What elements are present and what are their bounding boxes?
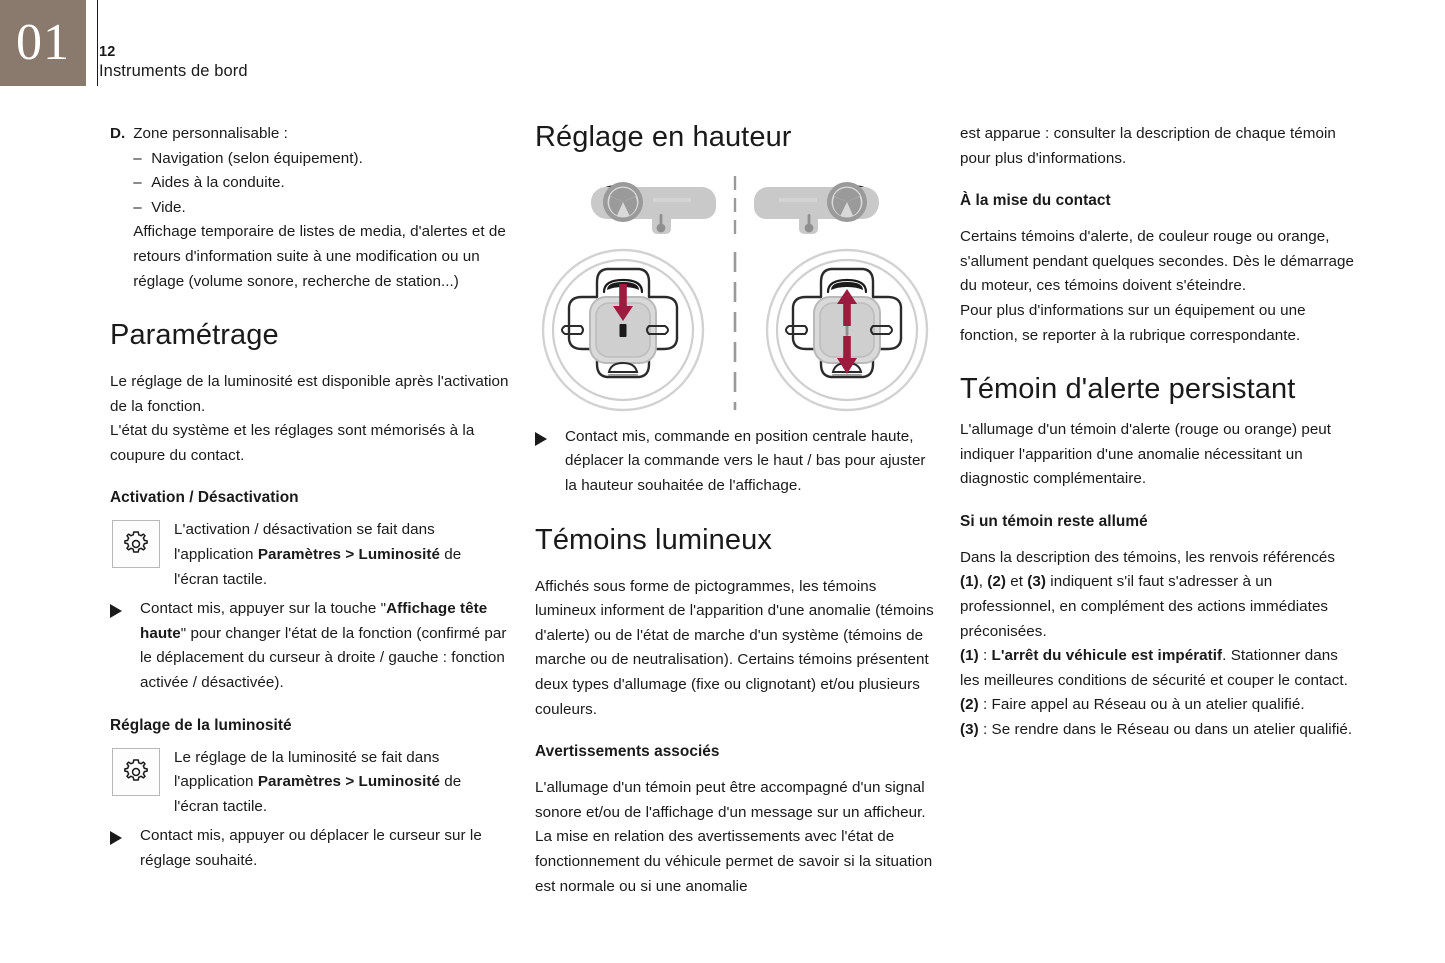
page-header (0, 0, 1445, 96)
activation-icon-text (174, 518, 510, 592)
gear-icon (112, 520, 160, 568)
section-title: Instruments de bord (99, 62, 248, 81)
ref-3: (3) (1027, 573, 1047, 591)
rotary-control-left (543, 250, 703, 410)
rotary-control-right (767, 250, 927, 410)
definition-bullet-list (133, 147, 510, 221)
heading-temoins-lumineux: Témoins lumineux (535, 523, 772, 556)
note-1-bold: L'arrêt du véhicule est impératif (991, 647, 1223, 665)
triangle-bullet-icon (535, 432, 547, 446)
note-3-key: (3) (960, 720, 979, 738)
parametrage-intro-2: L'état du système et les réglages sont mémorisés à la coupure du contact. (110, 422, 475, 464)
height-adjust-action-step (535, 425, 935, 499)
height-adjust-action-text: Contact mis, commande en position centrale haute, déplacer la commande vers le haut / bas pour ajuster la hauteur souhaitée de l'affichage. (565, 427, 926, 495)
note-1-key: (1) (960, 647, 979, 665)
heading-parametrage: Paramétrage (110, 319, 279, 352)
right-continuation-paragraph: est apparue : consulter la description de chaque témoin pour plus d'informations. (960, 125, 1336, 167)
activation-action-a: Contact mis, appuyer sur la touche " (140, 600, 387, 618)
activation-icon-block (110, 518, 510, 592)
chapter-number: 01 (16, 14, 70, 71)
note-2 (960, 693, 1358, 718)
ref-intro-d: indiquent s'il faut s'adresser à un professionnel, en complément des actions immédiates préconisées. (960, 573, 1329, 640)
definition-item-d (110, 122, 510, 294)
brightness-action-step (110, 824, 510, 873)
contact-paragraph-1: Certains témoins d'alerte, de couleur rouge ou orange, s'allument pendant quelques secondes. Dès le démarrage du moteur, ces témoins doivent s'éteindre. (960, 228, 1354, 295)
ref-2: (2) (987, 573, 1006, 591)
note-1-rest: . Stationner dans les meilleures conditions de sécurité et couper le contact. (960, 647, 1348, 689)
activation-text-b: de l'écran tactile. (174, 546, 462, 588)
gear-icon (112, 748, 160, 796)
definition-paragraph: Affichage temporaire de listes de media, d'alertes et de retours d'information suite à une modification ou un réglage (volume sonore, recherche de station...) (133, 223, 506, 290)
dashboard-steering-wheel-pair-illustration (535, 174, 935, 244)
activation-text-bold: Paramètres > Luminosité (257, 546, 441, 564)
activation-action-step (110, 597, 510, 695)
brightness-text-bold: Paramètres > Luminosité (257, 773, 441, 791)
ref-1: (1) (960, 573, 979, 591)
triangle-bullet-icon (110, 831, 122, 845)
ref-intro-c: et (1005, 573, 1028, 591)
brightness-action-text: Contact mis, appuyer ou déplacer le curseur sur le réglage souhaité. (140, 827, 482, 869)
ref-intro-b: , (978, 573, 988, 591)
rotary-control-up-down-pair-illustration (535, 248, 935, 413)
definition-key: D. (110, 125, 126, 142)
activation-action-bold: Affichage tête haute (140, 600, 488, 642)
subheading-reglage-luminosite: Réglage de la luminosité (110, 716, 292, 734)
brightness-text-b: de l'écran tactile. (174, 773, 462, 815)
list-item: – Vide. (151, 196, 510, 221)
list-item: – Aides à la conduite. (151, 171, 510, 196)
middle-column (535, 122, 935, 899)
heading-reglage-en-hauteur: Réglage en hauteur (535, 121, 792, 153)
parametrage-intro-1: Le réglage de la luminosité est disponible après l'activation de la fonction. (110, 373, 509, 415)
header-divider-rule (97, 0, 98, 86)
activation-text-a: L'activation / désactivation se fait dans l'application (174, 521, 435, 564)
chapter-number-badge (0, 0, 86, 86)
definition-title: Zone personnalisable : (133, 125, 288, 142)
temoins-paragraph-1: Affichés sous forme de pictogrammes, les témoins lumineux informent de l'apparition d'une anomalie (témoins d'alerte) ou de l'état de marche d'un système (témoins de marche ou de neutralisation). Certains témoins présentent deux types d'allumage (fixe ou clignotant) et/ou plusieurs couleurs. (535, 577, 934, 718)
persistant-paragraph: L'allumage d'un témoin d'alerte (rouge ou orange) peut indiquer l'apparition d'une anomalie nécessitant un diagnostic complémentaire. (960, 421, 1332, 488)
subheading-a-la-mise-du-contact: À la mise du contact (960, 192, 1111, 210)
temoins-paragraph-2: L'allumage d'un témoin peut être accompagné d'un signal sonore et/ou de l'affichage d'un message sur un afficheur. (535, 779, 926, 821)
note-1 (960, 644, 1358, 693)
brightness-icon-block (110, 746, 510, 820)
activation-action-b: " pour changer l'état de la fonction (confirmé par le déplacement du curseur à droite / gauche : fonction activée / désactivée). (140, 624, 507, 691)
heading-temoin-alerte-persistant: Témoin d'alerte persistant (960, 373, 1296, 406)
page-number: 12 (99, 44, 116, 60)
note-3-text: : Se rendre dans le Réseau ou dans un atelier qualifié. (978, 720, 1353, 738)
ref-intro-a: Dans la description des témoins, les renvois référencés (960, 548, 1336, 566)
triangle-bullet-icon (110, 604, 122, 618)
list-item: – Navigation (selon équipement). (151, 147, 510, 172)
reference-intro-paragraph (960, 546, 1358, 644)
subheading-activation-desactivation: Activation / Désactivation (110, 489, 299, 507)
right-column (960, 122, 1358, 743)
subheading-avertissements-associes: Avertissements associés (535, 743, 720, 761)
note-2-key: (2) (960, 696, 979, 714)
contact-paragraph-2: Pour plus d'informations sur un équipement ou une fonction, se reporter à la rubrique correspondante. (960, 301, 1306, 344)
note-3 (960, 718, 1358, 743)
temoins-paragraph-3: La mise en relation des avertissements avec l'état de fonctionnement du véhicule permet de savoir si la situation est normale ou si une anomalie (535, 828, 933, 895)
header-title-block (99, 44, 248, 82)
left-column (110, 122, 510, 874)
brightness-text-a: Le réglage de la luminosité se fait dans l'application (174, 748, 440, 791)
note-1-sep: : (978, 647, 992, 665)
subheading-si-un-temoin-reste-allume: Si un témoin reste allumé (960, 512, 1148, 530)
brightness-icon-text (174, 746, 510, 820)
note-2-text: : Faire appel au Réseau ou à un atelier qualifié. (978, 696, 1305, 714)
